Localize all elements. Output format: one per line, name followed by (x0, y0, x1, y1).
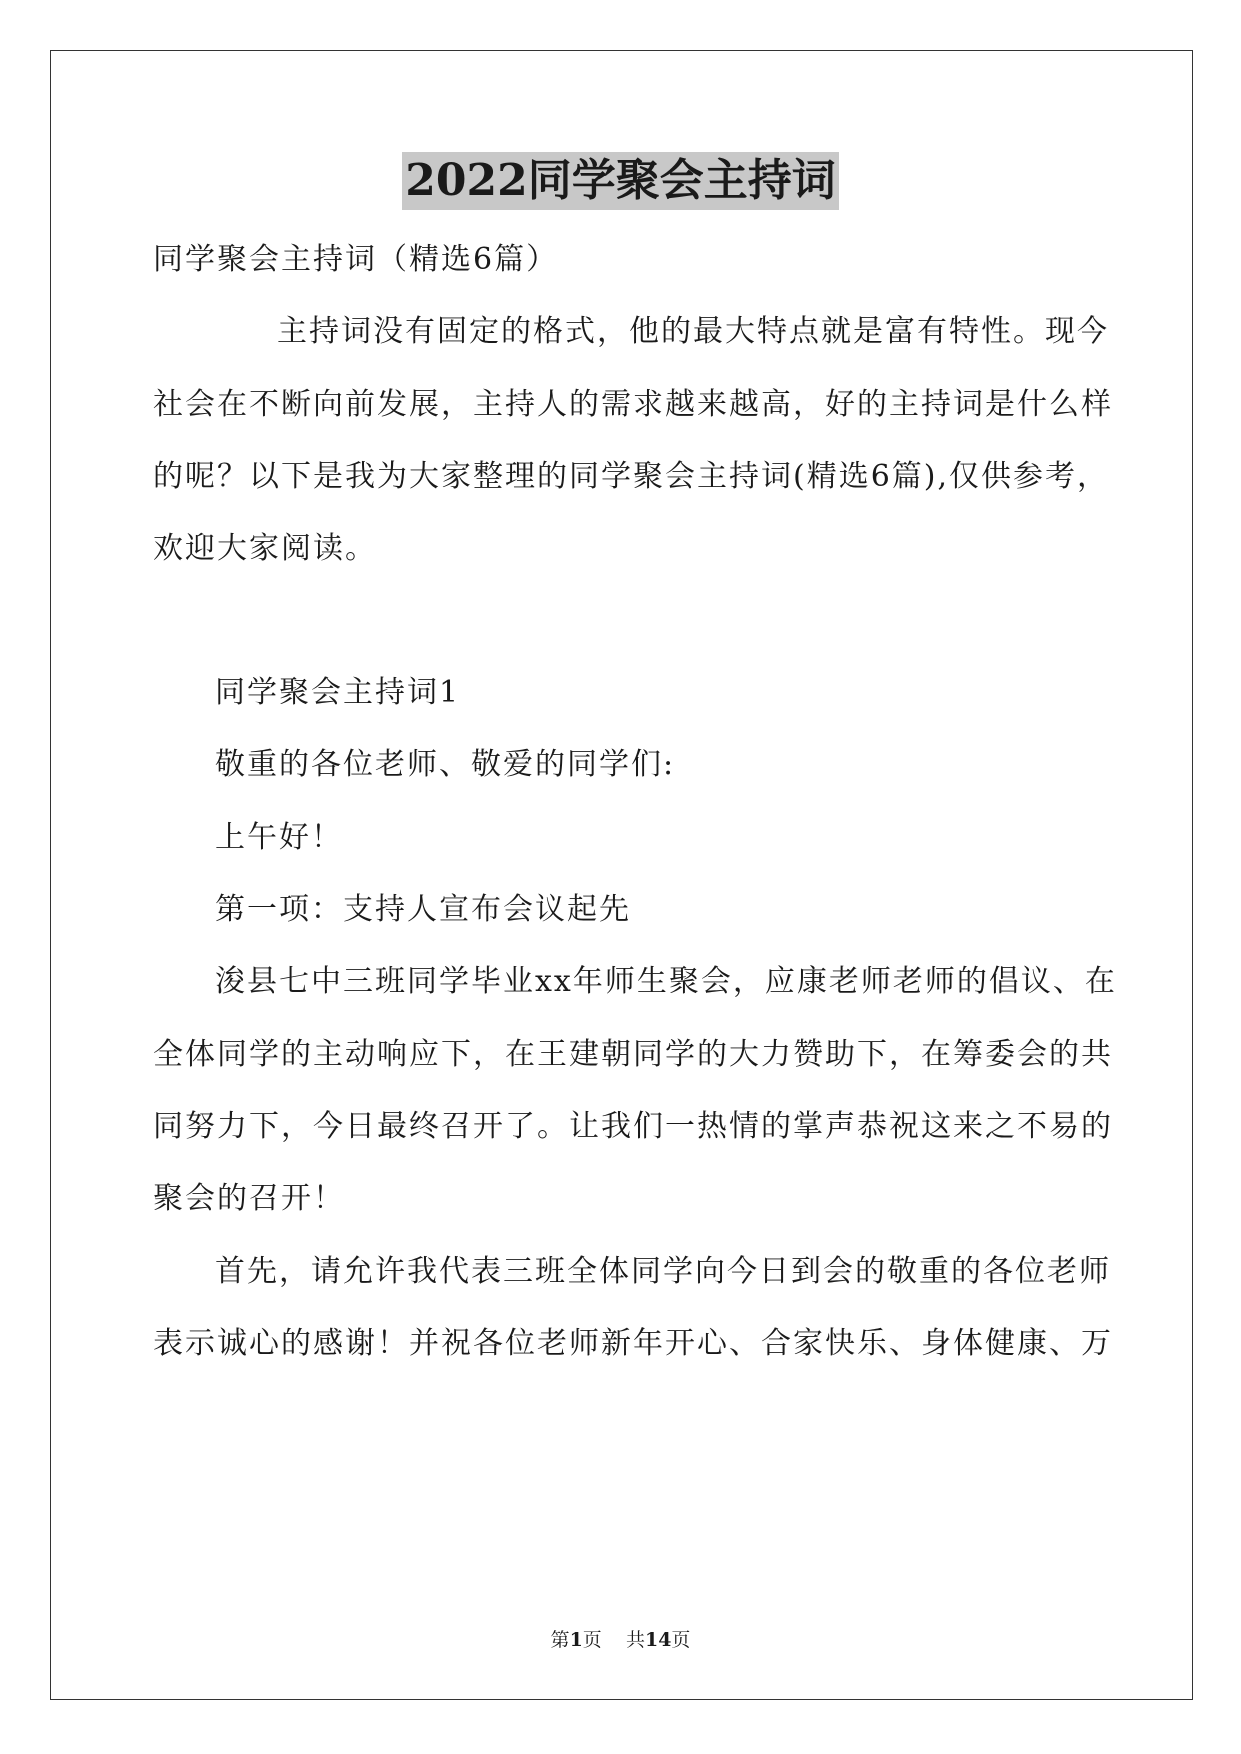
section-heading: 同学聚会主持词1 (215, 675, 461, 710)
intro-line-2: 社会在不断向前发展，主持人的需求越来越高，好的主持词是什么样 (153, 387, 1113, 422)
intro-line-4: 欢迎大家阅读。 (153, 531, 377, 566)
paragraph1-line-3: 同努力下，今日最终召开了。让我们一热情的掌声恭祝这来之不易的 (153, 1109, 1113, 1144)
footer-page-number: 1 (569, 1629, 583, 1651)
intro-line-1: 主持词没有固定的格式，他的最大特点就是富有特性。现今 (277, 314, 1109, 349)
paragraph1-line-1: 浚县七中三班同学毕业xx年师生聚会，应康老师老师的倡议、在 (215, 964, 1117, 999)
footer-suffix: 页 (671, 1629, 691, 1651)
document-subtitle: 同学聚会主持词（精选6篇） (153, 242, 559, 277)
greeting: 敬重的各位老师、敬爱的同学们: (215, 747, 676, 782)
footer-middle: 页 共 (582, 1629, 645, 1651)
document-title: 2022同学聚会主持词 (402, 152, 838, 210)
paragraph2-line-1: 首先，请允许我代表三班全体同学向今日到会的敬重的各位老师 (215, 1254, 1111, 1289)
title-container (0, 152, 1241, 210)
paragraph2-line-2: 表示诚心的感谢！并祝各位老师新年开心、合家快乐、身体健康、万 (153, 1326, 1113, 1361)
paragraph1-line-4: 聚会的召开！ (153, 1181, 345, 1216)
paragraph1-line-2: 全体同学的主动响应下，在王建朝同学的大力赞助下，在筹委会的共 (153, 1037, 1113, 1072)
item-one: 第一项：支持人宣布会议起先 (215, 892, 631, 927)
page-border (50, 50, 1193, 1700)
footer-prefix: 第 (550, 1629, 570, 1651)
footer-total-pages: 14 (644, 1629, 672, 1651)
intro-line-3: 的呢？以下是我为大家整理的同学聚会主持词(精选6篇),仅供参考， (153, 459, 1110, 494)
morning-greeting: 上午好！ (215, 820, 343, 855)
page-footer (0, 1628, 1241, 1652)
